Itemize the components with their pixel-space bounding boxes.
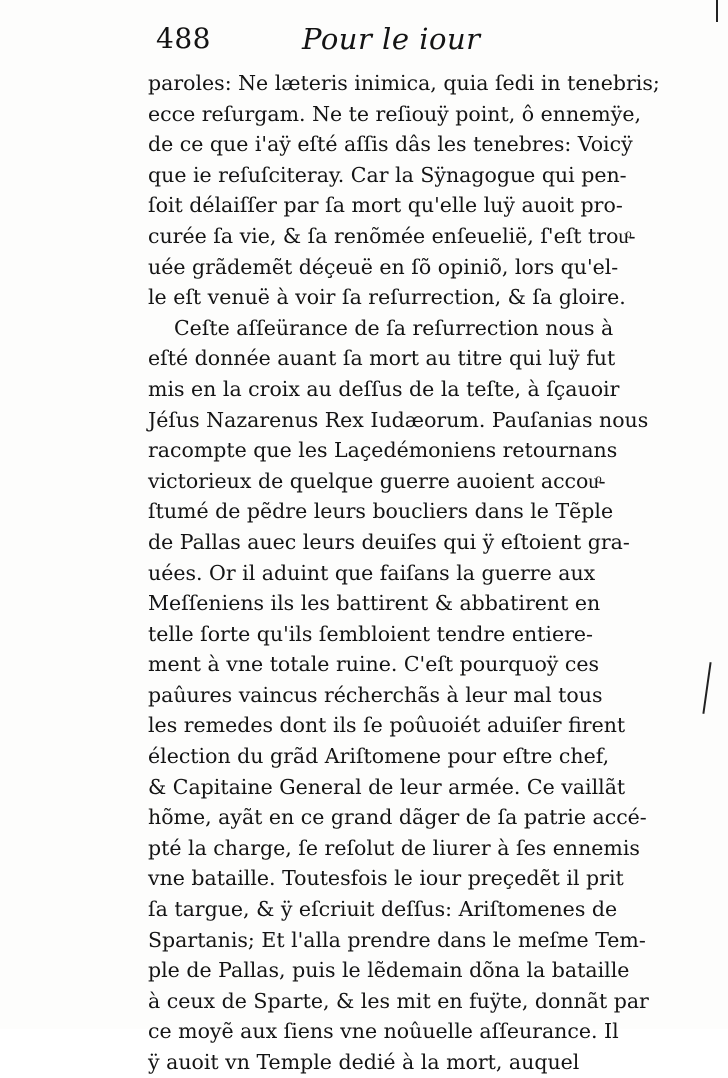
text-line: ce moyẽ aux ſiens vne noûuelle aſſeurance. Il <box>148 1019 619 1044</box>
text-line: ſoit délaiſſer par ſa mort qu'elle luÿ auoit pro- <box>148 193 623 218</box>
text-line: à ceux de Sparte, & les mit en fuÿte, donnãt par <box>148 988 649 1013</box>
text-line: racompte que les Laçedémoniens retournans <box>148 438 618 463</box>
body-text <box>148 68 660 1078</box>
text-line: hõme, ayãt en ce grand dãger de ſa patrie accé- <box>148 805 647 830</box>
text-line: paroles: Ne læteris inimica, quia ſedi in tenebris; <box>148 71 660 95</box>
page-number: 488 <box>156 22 211 55</box>
binding-mark <box>702 662 711 714</box>
page-header <box>156 22 576 62</box>
text-line: que ie reſuſciteray. Car la Sÿnagogue qui pen- <box>148 162 627 187</box>
text-line: paûures vaincus récherchãs à leur mal tous <box>148 682 603 707</box>
text-line: ſtumé de pẽdre leurs boucliers dans le Tẽple <box>148 499 614 524</box>
running-head: Pour le iour <box>302 22 481 56</box>
text-line: Jéſus Nazarenus Rex Iudæorum. Pauſanias nous <box>148 407 649 432</box>
text-line: & Capitaine General de leur armée. Ce vaillãt <box>148 774 626 799</box>
text-line: Meſſeniens ils les battirent & abbatirent en <box>148 591 601 616</box>
text-line: Ceſte aſſeürance de ſa reſurrection nous à <box>174 315 614 340</box>
text-line: victorieux de quelque guerre auoient accouͦ- <box>148 468 606 493</box>
binding-mark <box>716 0 718 22</box>
text-line: vne bataille. Toutesfois le iour preçedẽt il prit <box>148 866 624 891</box>
text-line: ple de Pallas, puis le lẽdemain dõna la bataille <box>148 958 630 983</box>
text-line: les remedes dont ils ſe poûuoiét aduiſer firent <box>148 713 626 738</box>
text-line: ecce reſurgam. Ne te reſiouÿ point, ô ennemÿe, <box>148 101 641 126</box>
text-line: uée grãdemẽt déçeuë en ſõ opiniõ, lors qu'el- <box>148 254 619 279</box>
text-line: de Pallas auec leurs deuiſes qui ÿ eſtoient gra- <box>148 529 630 554</box>
text-line: élection du grãd Ariſtomene pour eſtre chef, <box>148 744 610 769</box>
text-line: le eſt venuë à voir ſa reſurrection, & ſa gloire. <box>148 285 626 310</box>
text-line: uées. Or il aduint que faiſans la guerre aux <box>148 560 596 585</box>
text-line: ÿ auoit vn Temple dedié à la mort, auquel <box>148 1050 580 1074</box>
text-line: eſté donnée auant ſa mort au titre qui luÿ fut <box>148 346 616 371</box>
text-line: mis en la croix au deſſus de la teſte, à ſçauoir <box>148 376 620 401</box>
text-line: pté la charge, ſe reſolut de liurer à ſes ennemis <box>148 835 640 860</box>
text-line: Spartanis; Et l'alla prendre dans le meſme Tem- <box>148 927 646 952</box>
text-line: curée ſa vie, & ſa renõmée enſeuelië, ſ'eſt trouͦ- <box>148 223 636 248</box>
text-line: ſa targue, & ÿ eſcriuit deſſus: Ariſtomenes de <box>148 897 618 922</box>
text-line: telle ſorte qu'ils ſembloient tendre entiere- <box>148 621 593 646</box>
text-line: de ce que i'aÿ eſté aſſis dâs les tenebres: Voicÿ <box>148 132 633 157</box>
text-line: ment à vne totale ruine. C'eſt pourquoÿ ces <box>148 652 600 677</box>
